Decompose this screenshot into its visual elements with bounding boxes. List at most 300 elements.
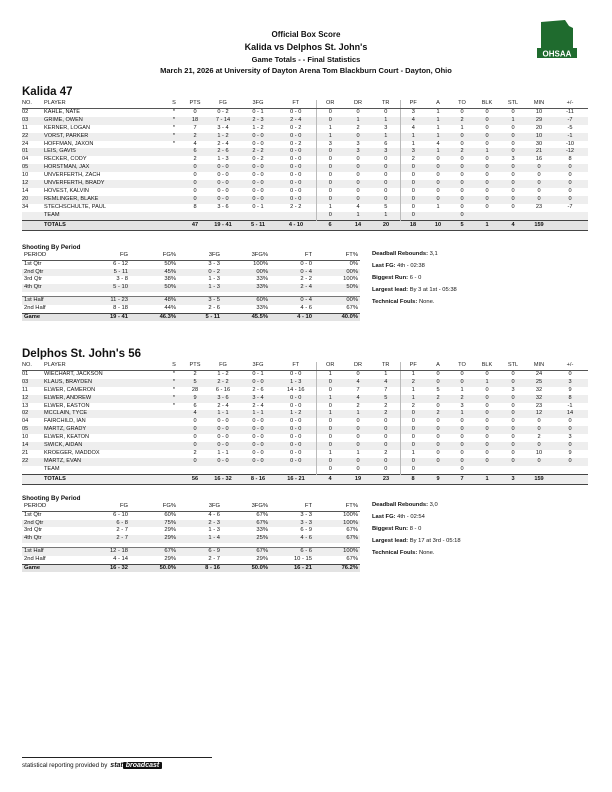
stat-cell: 0 [500,180,526,188]
stat-cell: -7 [567,203,573,210]
box-score-table [22,100,588,231]
stat-cell: 0 [356,434,360,441]
note-label: Technical Fouls: [372,550,418,556]
stat-cell: KLAUS, BRAYDEN [44,379,164,387]
sbp-column-header: FG% [130,503,178,511]
stat-cell [164,204,184,212]
logo-stat-text: stat [110,762,123,769]
stat-cell: 21 [526,148,552,156]
period-cell: 1st Qtr [24,511,42,518]
column-header: A [426,362,450,370]
column-header: PF [400,100,426,108]
stat-cell: 0 [184,442,206,450]
stat-cell: 2 [356,124,360,131]
period-cell: 2 - 7 [116,527,128,534]
half-cell: 2 - 7 [208,555,220,562]
stat-cell: 1 [372,133,400,141]
stat-cell: 0 [460,465,464,472]
stat-cell: * [164,395,184,403]
stat-cell: * [172,370,176,377]
stat-cell: 0 [436,187,440,194]
half-row [22,547,360,555]
totals-cell: 8 [400,474,426,484]
stat-cell: UNVERFERTH, ZACH [44,172,101,179]
stat-cell: MCCLAIN, TYCE [44,410,164,418]
header-row [22,362,588,370]
stat-cell: 1 [316,125,344,133]
totals-cell: 23 [372,474,400,484]
stat-cell: 0 [500,379,526,387]
stat-cell: 0 [384,418,388,425]
period-cell: 38% [164,276,176,283]
stat-cell: 0 [511,187,515,194]
half-cell: 33% [256,304,268,311]
stat-cell [526,212,552,220]
stat-cell [426,466,450,474]
stat-cell: 0 [450,212,474,220]
stat-cell: KAHLE, NATE [44,108,80,115]
stat-cell: 1 - 2 [206,133,240,141]
column-header: S [164,100,184,108]
team-title: Delphos St. John's 56 [22,348,142,360]
stat-cell: 3 - 4 [217,124,229,131]
stat-cell: 0 [344,133,372,141]
stat-cell: 2 - 3 [240,117,276,125]
period-row [22,260,360,268]
sbp-column-header: 3FG [178,252,222,260]
half-cell: 48% [130,296,178,304]
stat-cell [474,212,500,220]
column-header: DR [344,362,372,370]
totals-cell: 14 [344,220,372,230]
stat-cell: 0 [184,164,206,172]
stat-cell: 1 [400,395,426,403]
stat-cell: 0 [372,196,400,204]
period-cell: 4 - 6 [270,535,314,543]
stat-cell [526,466,552,474]
half-cell: 44% [164,304,176,311]
stat-cell: 0 [436,418,440,425]
game-cell: 8 - 16 [178,564,222,572]
stat-cell: 0 - 0 [290,370,302,377]
stat-cell: 0 - 0 [276,426,316,434]
stat-cell: HOFFMAN, JAXON [44,140,94,147]
stat-cell: 0 [511,203,515,210]
half-cell: 12 - 18 [82,547,130,555]
note-line [372,499,461,511]
stat-cell: 0 - 0 [206,164,240,172]
period-cell: 4th Qtr [22,284,82,292]
stat-cell: 2 [400,403,426,411]
stat-cell: 10 [535,108,543,115]
stat-cell: 1 [316,370,344,378]
stat-cell: 0 [511,402,515,409]
player-row [22,188,588,196]
stat-cell: 0 [316,426,344,434]
stat-cell: 1 [344,212,372,220]
stat-cell: 0 [344,164,372,172]
stat-cell: 0 - 0 [206,426,240,434]
stat-cell: 2 [184,133,206,141]
stat-cell: 0 [436,402,440,409]
stat-cell: 3 [372,148,400,156]
stat-cell: 1 [436,203,440,210]
stat-cell: 23 [535,402,543,409]
stat-cell: 2 [372,410,400,418]
period-cell: 1 - 4 [178,535,222,543]
stat-cell: 0 [436,172,440,179]
totals-cell: 4 - 10 [276,220,316,230]
stat-cell: 0 [474,426,500,434]
stat-cell: SWICK, AIDAN [44,442,164,450]
note-line [372,260,457,272]
shooting-by-period-table [22,503,360,572]
period-cell: 4th Qtr [22,535,82,543]
stat-cell: 0 [372,180,400,188]
stat-cell: 0 [511,124,515,131]
stat-cell: 0 - 0 [276,196,316,204]
stat-cell: 3 [400,108,426,116]
stat-cell: MARTZ, GRADY [44,426,164,434]
stat-cell: 10 [535,449,543,456]
stat-cell: 4 [356,203,360,210]
stat-cell: 2 [537,434,541,441]
period-row [22,527,360,535]
statbroadcast-logo[interactable] [110,762,162,769]
stat-cell: 0 [356,108,360,115]
sbp-column-header: FG [82,503,130,511]
stat-cell: 0 [426,379,450,387]
period-cell: 33% [222,284,270,292]
stat-cell: 0 - 2 [217,108,229,115]
note-value: 6 - 0 [409,275,422,281]
totals-cell: 3 [500,474,526,484]
stat-cell: 05 [22,426,44,434]
stat-cell: 0 [552,164,588,172]
column-header: TR [372,100,400,108]
stat-cell: 0 - 0 [276,180,316,188]
stat-cell: 0 - 1 [252,108,264,115]
stat-cell: 0 [356,172,360,179]
stat-cell: 2 [193,370,197,377]
totals-cell: 47 [184,220,206,230]
note-label: Deadball Rebounds: [372,251,429,257]
totals-cell: 1 [474,474,500,484]
stat-cell [164,172,184,180]
stat-cell: UNVERFERTH, BRADY [44,180,164,188]
stat-cell: 11 [22,386,28,393]
stat-cell: 1 - 1 [206,410,240,418]
stat-cell: 0 [552,180,588,188]
stat-cell: 0 - 0 [252,418,264,425]
column-header: OR [316,362,344,370]
stat-cell: 0 [485,187,489,194]
stat-cell: * [164,379,184,387]
game-status: Game Totals - - Final Statistics [251,55,361,64]
player-row [22,180,588,188]
period-cell: 2 - 7 [82,535,130,543]
stat-cell: 22 [22,458,44,466]
player-row [22,450,588,458]
stat-cell: 0 [372,458,400,466]
period-cell: 2 - 4 [270,284,314,292]
column-header: 3FG [240,362,276,370]
stat-cell: 1 [460,124,464,131]
column-header: NO. [22,100,44,108]
stat-cell: 5 [184,379,206,387]
sbp-column-header: PERIOD [22,252,82,260]
stat-cell: 1 - 2 [217,370,229,377]
stat-cell: 0 - 1 [252,203,264,210]
stat-cell: 02 [22,410,44,418]
column-header: BLK [474,362,500,370]
player-row [22,117,588,125]
stat-cell: 2 - 4 [217,402,229,409]
period-cell: 100% [343,276,358,283]
stat-cell: 20 [22,196,44,204]
half-cell: 0 - 4 [270,296,314,304]
totals-cell: 16 - 32 [206,474,240,484]
stat-cell [206,466,240,474]
stat-cell: 1 [316,204,344,212]
totals-cell: 5 [450,220,474,230]
player-row [22,196,588,204]
matchup-title: Kalida vs Delphos St. John's [244,42,368,52]
stat-cell: 24 [535,370,543,377]
note-line [372,284,457,296]
game-cell: 50.0% [130,564,178,572]
stat-cell: 5 [436,386,440,393]
period-cell: 50% [130,284,178,292]
stat-cell: 0 [400,212,426,220]
player-row [22,148,588,156]
stat-cell: 0 [450,180,474,188]
stat-cell: -7 [552,117,588,125]
player-row [22,442,588,450]
note-line [372,296,457,308]
stat-cell: 7 - 14 [206,117,240,125]
stat-cell: 9 [568,386,572,393]
stat-cell: 0 [316,117,344,125]
stat-cell: 0 - 0 [206,196,240,204]
stat-cell [276,212,316,220]
stat-cell: 0 [500,395,526,403]
column-header: MIN [526,362,552,370]
stat-cell: 0 - 2 [290,124,302,131]
stat-cell: 1 [384,370,388,377]
stat-cell: 0 [460,449,464,456]
stat-cell: 0 [184,196,206,204]
period-cell: 75% [130,520,178,528]
stat-cell [164,156,184,164]
stat-cell: 0 - 0 [276,395,316,403]
stat-cell: 0 [184,180,206,188]
player-row [22,156,588,164]
note-line [372,511,461,523]
half-cell: 67% [346,304,358,311]
totals-cell [22,474,44,484]
stat-cell: 0 [460,370,464,377]
period-cell: 100% [253,260,268,267]
stat-cell: 1 [400,450,426,458]
stat-cell: 0 [537,172,541,179]
stat-cell: 0 [344,442,372,450]
stat-cell: * [172,124,176,131]
stat-cell: 3 [400,148,426,156]
stat-cell: 1 - 3 [217,156,229,163]
player-row [22,172,588,180]
stat-cell: 0 [344,458,372,466]
sbp-column-header: 3FG [178,503,222,511]
note-value: 3,0 [429,502,438,508]
stat-cell: 0 [460,434,464,441]
stat-cell: 1 [316,133,344,141]
stat-cell: 3 [384,124,388,131]
stat-cell: 0 - 0 [290,418,302,425]
stat-cell: 0 [384,187,388,194]
stat-cell: 0 [316,148,344,156]
player-row [22,141,588,149]
stat-cell: 0 [450,196,474,204]
stat-cell [474,466,500,474]
stat-cell: 0 [485,203,489,210]
period-cell: 5 - 10 [82,284,130,292]
stat-cell: 6 [184,148,206,156]
stat-cell: 22 [22,133,44,141]
period-cell: 3 - 8 [116,276,128,283]
note-line [372,535,461,547]
stat-cell: 2 - 4 [252,402,264,409]
period-row [22,284,360,292]
game-row [22,313,360,321]
half-row [22,305,360,313]
stat-cell: 0 [460,140,464,147]
column-header: PTS [184,362,206,370]
note-value: None. [418,299,435,305]
stat-cell: 0 [316,212,344,220]
stat-cell: 0 - 0 [217,418,229,425]
stat-cell: 1 [372,117,400,125]
stat-cell: 21 [22,449,29,456]
stat-cell: 0 [356,465,360,472]
stat-cell [164,450,184,458]
stat-cell: 2 [193,449,197,456]
stat-cell: -1 [567,402,573,409]
note-value: None. [418,550,435,556]
stat-cell: 0 [450,442,474,450]
stat-cell: 0 - 0 [217,187,229,194]
stat-cell: 2 - 2 [290,203,302,210]
stat-cell: 1 [344,410,372,418]
stat-cell: 0 [400,426,426,434]
stat-cell: * [164,117,184,125]
stat-cell: 6 [193,402,197,409]
stat-cell: * [172,108,176,115]
stat-cell: 1 [450,410,474,418]
shooting-by-period-title: Shooting By Period [22,244,81,251]
player-row [22,410,588,418]
stat-cell: 0 [193,108,197,115]
column-header: PLAYER [44,100,164,108]
stat-cell: 2 - 2 [206,379,240,387]
note-label: Largest lead: [372,287,409,293]
stat-cell: 1 [436,108,440,115]
stat-cell: 0 [526,164,552,172]
team-notes [372,248,457,308]
stat-cell: 12 [22,180,44,188]
stat-cell: 0 [460,418,464,425]
stat-cell: 12 [526,410,552,418]
stat-cell: 0 [474,133,500,141]
column-header: FG [206,100,240,108]
stat-cell: 0 [511,434,515,441]
stat-cell: 3 [511,156,515,163]
stat-cell: 0 [356,418,360,425]
stat-cell: 0 [400,180,426,188]
stat-cell: 0 [460,203,464,210]
period-cell: 67% [314,535,360,543]
stat-cell: 0 - 0 [290,156,302,163]
stat-cell: 0 [537,187,541,194]
stat-cell: 0 [316,108,344,116]
period-cell: 00% [222,269,270,277]
stat-cell: REMLINGER, BLAKE [44,196,164,204]
stat-cell: 0 [316,188,344,196]
stat-cell [164,188,184,196]
stat-cell: 0 [426,426,450,434]
stat-cell: 0 [400,188,426,196]
half-cell: 2nd Half [24,555,46,562]
stat-cell: 1 [426,148,450,156]
period-cell: 00% [314,269,360,277]
stat-cell: 1 [426,117,450,125]
stat-cell: 0 - 0 [276,164,316,172]
stat-cell: 0 [474,395,500,403]
stat-cell: -1 [552,133,588,141]
stat-cell: 32 [535,386,543,393]
stat-cell: 0 [450,379,474,387]
column-header: PF [400,362,426,370]
stat-cell: 05 [22,164,44,172]
column-header: OR [316,100,344,108]
stat-cell: 3 [316,141,344,149]
half-cell: 3 - 5 [178,296,222,304]
stat-cell: 3 - 4 [240,395,276,403]
stat-cell: 0 [511,449,515,456]
stat-cell: 0 [568,172,572,179]
totals-cell: 5 - 11 [240,220,276,230]
column-header: MIN [526,100,552,108]
footer-text: statistical reporting provided by [22,762,108,769]
stat-cell: LEIS, GAVIS [44,148,164,156]
stat-cell [500,212,526,220]
stat-cell: 0 [344,180,372,188]
stat-cell: 24 [22,140,29,147]
stat-cell: 0 [400,458,426,466]
stat-cell: 1 [474,379,500,387]
game-cell: 76.2% [314,564,360,572]
note-value: 3,1 [429,251,438,257]
game-cell: 45.5% [222,313,270,321]
totals-cell: 4 [316,474,344,484]
period-cell: 67% [346,527,358,534]
stat-cell: 2 [450,395,474,403]
half-cell: 100% [314,547,360,555]
stat-cell: 0 [400,410,426,418]
player-row [22,164,588,172]
stat-cell: 3 [511,386,515,393]
period-cell: 45% [130,269,178,277]
